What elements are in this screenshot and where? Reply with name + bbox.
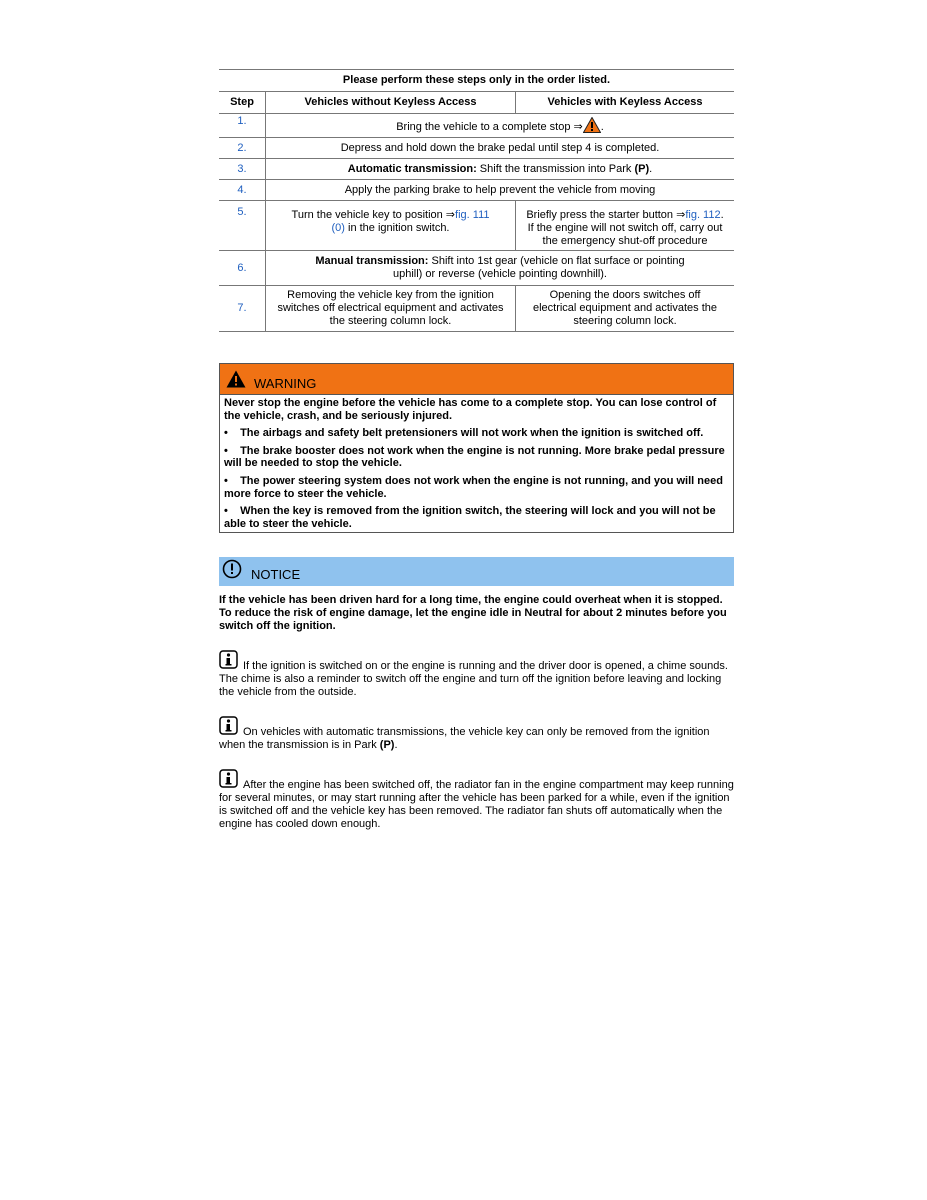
warning-triangle-icon[interactable] xyxy=(583,117,601,137)
step-number: 4. xyxy=(219,180,266,201)
warning-bullet-text: The power steering system does not work when the engine is not running, and you will need more force to steer the vehicle. xyxy=(224,474,723,500)
step-5-with-pre: Briefly press the starter button ⇒ xyxy=(526,209,686,221)
step-number: 6. xyxy=(219,251,266,286)
table-row xyxy=(219,114,734,138)
fig-112-link[interactable]: fig. 112 xyxy=(685,209,721,221)
step-5-without xyxy=(266,201,516,251)
info-text: If the ignition is switched on or the engine is running and the driver door is opened, a chime sounds. The chime is also a reminder to switch off the engine and turn off the ignition before leaving and locking the vehicle from the outside. xyxy=(219,660,728,698)
step-3-body: Shift the transmission into Park xyxy=(476,162,635,175)
step-number: 5. xyxy=(219,201,266,251)
table-row xyxy=(219,251,734,286)
step-6-body: Shift into 1st gear (vehicle on flat surface or pointing uphill) or reverse (vehicle pointing downhill). xyxy=(393,255,685,280)
notice-title: NOTICE xyxy=(251,567,301,582)
table-row xyxy=(219,286,734,332)
warning-header xyxy=(220,364,733,395)
header-with-keyless: Vehicles with Keyless Access xyxy=(516,92,735,114)
step-7-without: Removing the vehicle key from the ignition switches off electrical equipment and activates the steering column lock. xyxy=(266,286,516,332)
table-caption: Please perform these steps only in the order listed. xyxy=(219,70,734,92)
table-caption-row xyxy=(219,70,734,92)
step-number: 1. xyxy=(219,114,266,138)
notice-exclamation-icon xyxy=(222,559,242,582)
header-without-keyless: Vehicles without Keyless Access xyxy=(266,92,516,114)
step-number: 3. xyxy=(219,159,266,180)
warning-body xyxy=(220,395,733,537)
warning-bullet-text: The brake booster does not work when the engine is not running. More brake pedal pressure will be needed to stop the vehicle. xyxy=(224,444,725,470)
info-text: After the engine has been switched off, the radiator fan in the engine compartment may keep running for several minutes, or may start running after the vehicle has been parked for a while, even if the ignition is switched off and the vehicle key has been removed. The radiator fan shuts off automatically when the engine has cooled down enough. xyxy=(219,779,734,830)
step-5-without-post: in the ignition switch. xyxy=(344,222,450,234)
step-6-text xyxy=(266,251,735,286)
info-note xyxy=(219,716,734,752)
info-park: (P) xyxy=(379,739,395,751)
step-number: 2. xyxy=(219,138,266,159)
position-0-link[interactable]: (0) xyxy=(331,222,345,234)
step-number: 7. xyxy=(219,286,266,332)
warning-bullet: • The airbags and safety belt pretensioners will not work when the ignition is switched off. xyxy=(224,427,704,440)
warning-title: WARNING xyxy=(254,376,317,391)
notice-text: If the vehicle has been driven hard for a long time, the engine could overheat when it is stopped. To reduce the risk of engine damage, let the engine idle in Neutral for about 2 minutes before you switch off the ignition. xyxy=(219,594,727,632)
table-row xyxy=(219,201,734,251)
info-text: On vehicles with automatic transmissions, the vehicle key can only be removed from the ignition when the transmission is in Park xyxy=(219,726,710,751)
step-1-text: Bring the vehicle to a complete stop ⇒ xyxy=(396,121,583,133)
step-1-suffix: . xyxy=(600,121,604,133)
header-step: Step xyxy=(219,92,266,114)
step-5-with xyxy=(516,201,735,251)
info-icon xyxy=(219,769,238,792)
step-3-suffix: . xyxy=(649,162,653,175)
info-suffix: . xyxy=(394,739,398,751)
step-5-with-post: . If the engine will not switch off, carry out the emergency shut-off procedure xyxy=(527,209,724,247)
step-5-without-pre: Turn the vehicle key to position ⇒ xyxy=(291,209,456,221)
info-icon xyxy=(219,650,238,673)
warning-bullet: • When the key is removed from the ignition switch, the steering will lock and you will not be able to steer the vehicle. xyxy=(224,505,716,530)
warning-bullet-text: When the key is removed from the ignition switch, the steering will lock and you will not be able to steer the vehicle. xyxy=(224,505,716,530)
step-3-text xyxy=(266,159,735,180)
info-note xyxy=(219,650,734,699)
step-6-label: Manual transmission: xyxy=(315,255,429,267)
table-row xyxy=(219,159,734,180)
step-3-label: Automatic transmission: xyxy=(347,162,477,175)
step-4-text: Apply the parking brake to help prevent the vehicle from moving xyxy=(266,180,735,201)
info-icon xyxy=(219,716,238,739)
warning-bullet-text: The airbags and safety belt pretensioners will not work when the ignition is switched off. xyxy=(240,427,704,440)
warning-triangle-icon xyxy=(226,370,246,391)
warning-bullet: • The brake booster does not work when the engine is not running. More brake pedal pressure will be needed to stop the vehicle. xyxy=(224,444,725,470)
steps-table xyxy=(219,69,734,332)
table-row xyxy=(219,180,734,201)
step-3-park: (P) xyxy=(634,162,650,175)
step-7-with: Opening the doors switches off electrical equipment and activates the steering column lock. xyxy=(516,286,735,332)
fig-111-link[interactable]: fig. 111 xyxy=(455,209,490,221)
table-row xyxy=(219,138,734,159)
table-header-row xyxy=(219,92,734,114)
step-text xyxy=(266,114,735,138)
warning-intro: Never stop the engine before the vehicle has come to a complete stop. You can lose control of the vehicle, crash, and be seriously injured. xyxy=(224,397,717,422)
warning-bullet: • The power steering system does not work when the engine is not running, and you will need more force to steer the vehicle. xyxy=(224,474,723,500)
notice-header xyxy=(219,557,734,586)
warning-box xyxy=(219,363,734,533)
info-note xyxy=(219,769,734,831)
step-2-text: Depress and hold down the brake pedal until step 4 is completed. xyxy=(266,138,735,159)
